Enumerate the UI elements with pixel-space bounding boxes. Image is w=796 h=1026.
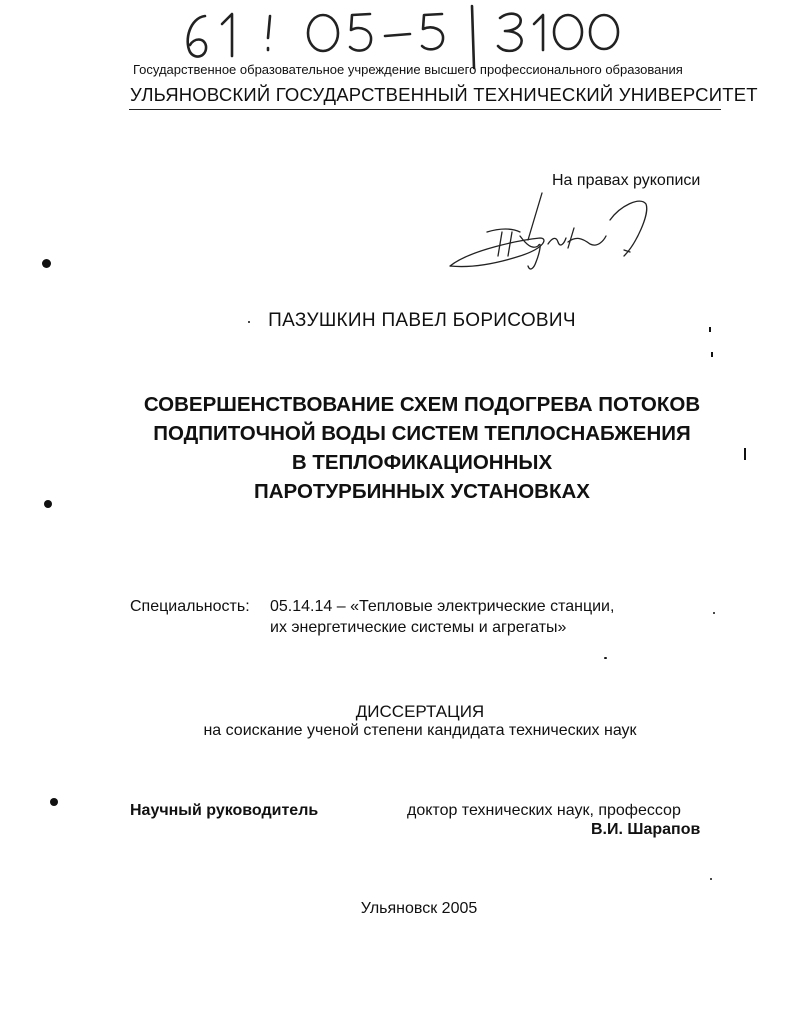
document-type: ДИССЕРТАЦИЯ — [355, 702, 485, 721]
supervisor-degree: доктор технических наук, профессор — [407, 802, 681, 819]
scan-dot — [44, 500, 52, 508]
scan-dot — [42, 259, 51, 268]
specialty-line-1: 05.14.14 – «Тепловые электрические станции, — [270, 598, 615, 615]
city-year: Ульяновск 2005 — [360, 900, 478, 917]
dissertation-title — [0, 390, 796, 506]
supervisor-name: В.И. Шарапов — [591, 821, 701, 838]
specialty-label: Специальность: — [130, 598, 250, 615]
title-line: ПАРОТУРБИННЫХ УСТАНОВКАХ — [254, 480, 590, 503]
scan-speck — [744, 448, 746, 460]
author-name: ПАЗУШКИН ПАВЕЛ БОРИСОВИЧ — [268, 310, 576, 331]
title-line: ПОДПИТОЧНОЙ ВОДЫ СИСТЕМ ТЕПЛОСНАБЖЕНИЯ — [153, 422, 691, 445]
manuscript-note: На правах рукописи — [552, 172, 701, 189]
scan-speck — [604, 657, 607, 659]
institution-type-line: Государственное образовательное учреждение высшего профессионального образования — [133, 62, 683, 77]
scan-speck — [248, 321, 250, 323]
scan-speck — [713, 612, 715, 614]
specialty-line-2: их энергетические системы и агрегаты» — [270, 619, 567, 636]
scan-speck — [711, 352, 713, 357]
degree-line: на соискание ученой степени кандидата технических наук — [203, 722, 637, 739]
title-line: В ТЕПЛОФИКАЦИОННЫХ — [291, 451, 553, 474]
scan-dot — [50, 798, 58, 806]
scan-speck — [710, 878, 712, 880]
title-line: СОВЕРШЕНСТВОВАНИЕ СХЕМ ПОДОГРЕВА ПОТОКОВ — [143, 393, 701, 416]
supervisor-label: Научный руководитель — [130, 802, 319, 819]
scan-speck — [709, 327, 711, 332]
specialty-block — [130, 596, 614, 638]
university-name: УЛЬЯНОВСКИЙ ГОСУДАРСТВЕННЫЙ ТЕХНИЧЕСКИЙ УНИВЕРСИТЕТ — [130, 84, 758, 105]
